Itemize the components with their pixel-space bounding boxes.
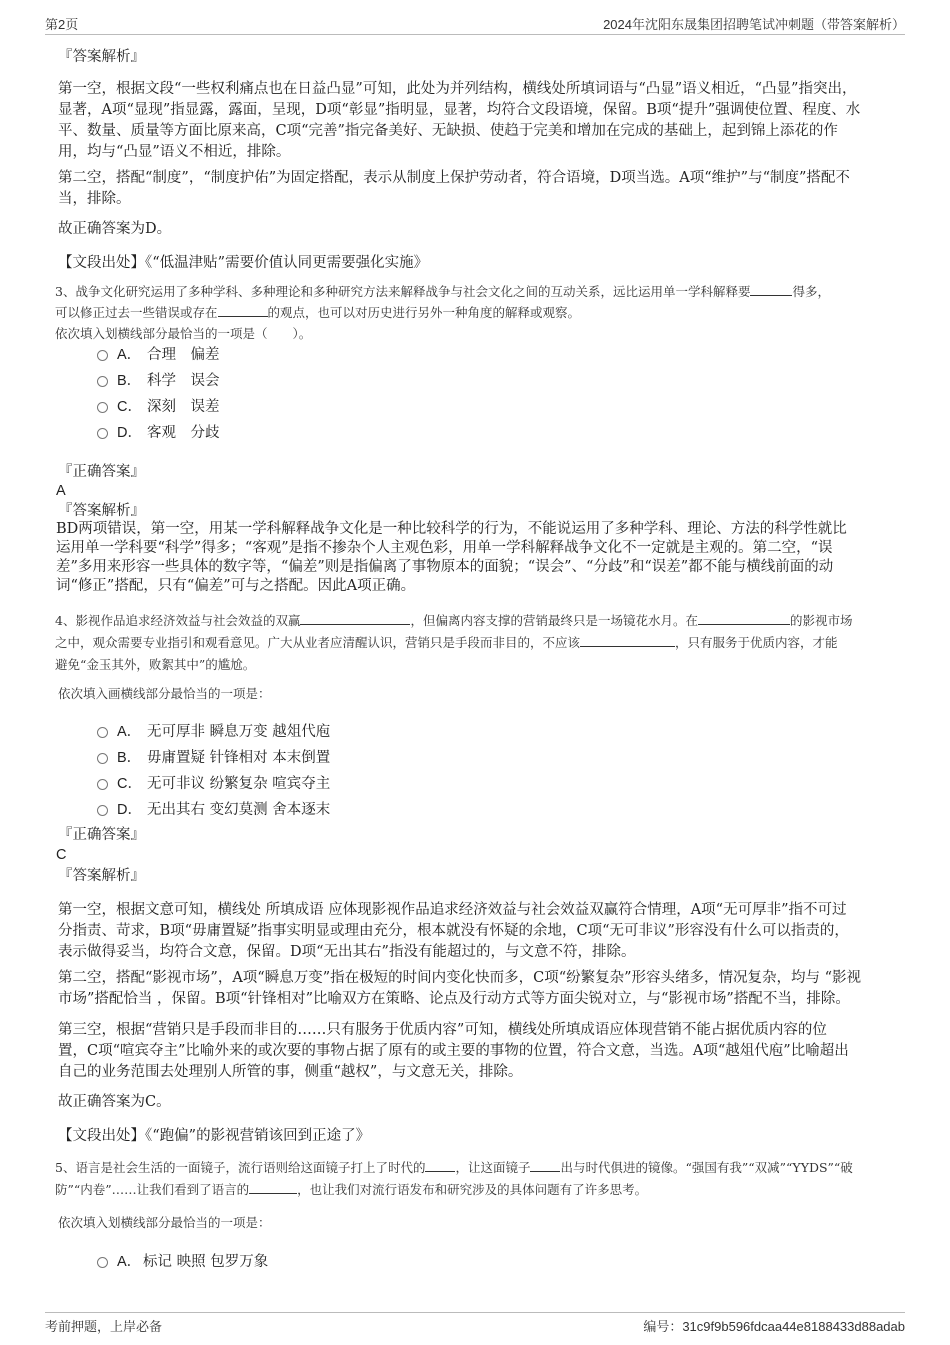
q3-option-c[interactable]: C． 深刻 误差 bbox=[97, 395, 220, 416]
q2-analysis-label: 『答案解析』 bbox=[58, 49, 145, 65]
q4-option-b[interactable]: B． 毋庸置疑 针锋相对 本末倒置 bbox=[97, 746, 330, 767]
q5-option-a[interactable]: A． 标记 映照 包罗万象 bbox=[97, 1250, 268, 1271]
radio-icon[interactable] bbox=[97, 402, 108, 413]
q4-analysis-para3: 第三空，根据“营销只是手段而非目的……只有服务于优质内容”可知，横线处所填成语应体现营销不能占据优质内容的位 置，C项“喧宾夺主”比喻外来的或次要的事物占据了原有的或主要的事物的位置，符合文意，当选。A项“越俎代庖”比喻超出 自己的业务范围去处理别人所管的事，侧重“越权”，与文意无关，排除。 bbox=[58, 1022, 849, 1080]
q4-answer: C bbox=[56, 847, 67, 863]
q4-analysis-para1: 第一空，根据文意可知，横线处 所填成语 应体现影视作品追求经济效益与社会效益双赢符合情理，A项“无可厚非”指不可过 分指责、苛求，B项“毋庸置疑”指事实明显或理由充分，根本就没有怀疑的余地，C项“无可非议”形容没有什么可以指责的， 表示做得妥当，均符合文意，保留。D项“无出其右”指没有能超过的，与文意不符，排除。 bbox=[58, 902, 849, 960]
document-id: 编号：31c9f9b596fdcaa44e8188433d88adab bbox=[643, 1319, 905, 1334]
q4-analysis-label: 『答案解析』 bbox=[58, 868, 145, 884]
radio-icon[interactable] bbox=[97, 428, 108, 439]
q3-analysis-label: 『答案解析』 bbox=[58, 503, 145, 519]
q4-option-a[interactable]: A． 无可厚非 瞬息万变 越俎代庖 bbox=[97, 720, 330, 741]
q2-conclusion: 故正确答案为D。 bbox=[58, 221, 172, 237]
radio-icon[interactable] bbox=[97, 753, 108, 764]
q4-option-c[interactable]: C． 无可非议 纷繁复杂 喧宾夺主 bbox=[97, 772, 330, 793]
q3-answer: A bbox=[56, 483, 66, 499]
q3-analysis: BD两项错误，第一空，用某一学科解释战争文化是一种比较科学的行为，不能说运用了多种学科、理论、方法的科学性就比 运用单一学科要“科学”得多；“客观”是指不掺杂个人主观色彩，用单一学科解释战争文化不一定就是主观的。第二空，“误 差”多用来形容一些具体的数字等，“偏差”则是指偏离了事物原本的面貌；“误会”、“分歧”和“误差”都不能与横线前面的动 词“修正”搭配，只有“偏差”可与之搭配。因此A项正确。 bbox=[56, 521, 847, 594]
radio-icon[interactable] bbox=[97, 779, 108, 790]
page-footer bbox=[45, 1312, 905, 1335]
q3-option-b[interactable]: B． 科学 误会 bbox=[97, 369, 220, 390]
q4-stem: 4、影视作品追求经济效益与社会效益的双赢 ，但偏离内容支撑的营销最终只是一场镜花水月。在 的影视市场 之中，观众需要专业指引和观看意见。广大从业者应清醒认识，营销只是手段而非目的，不应该 ，只有服务于优质内容，才能 避免“金玉其外，败絮其中”的尴尬。 bbox=[55, 613, 853, 672]
q4-answer-label: 『正确答案』 bbox=[58, 827, 145, 843]
document-title: 2024年沈阳东晟集团招聘笔试冲刺题（带答案解析） bbox=[603, 17, 905, 32]
q2-source: 【文段出处】《“低温津贴”需要价值认同更需要强化实施》 bbox=[58, 255, 429, 271]
q2-analysis-para1: 第一空，根据文段“一些权利痛点也在日益凸显”可知，此处为并列结构，横线处所填词语与“凸显”语义相近，“凸显”指突出， 显著，A项“显现”指显露，露面，呈现，D项“彰显”指明显，显著，均符合文段语境，保留。B项“提升”强调使位置、程度、水 平、数量、质量等方面比原来高，C项“完善”指完备美好、无缺损、使趋于完美和增加在完成的基础上，起到锦上添花的作 用，均与“凸显”语义不相近，排除。 bbox=[58, 81, 861, 160]
q3-answer-label: 『正确答案』 bbox=[58, 464, 145, 480]
radio-icon[interactable] bbox=[97, 805, 108, 816]
q5-prompt: 依次填入划横线部分最恰当的一项是： bbox=[58, 1215, 271, 1230]
q5-stem: 5、语言是社会生活的一面镜子，流行语则给这面镜子打上了时代的 ，让这面镜子 出与时代俱进的镜像。“强国有我”“双减”“YYDS”“破 防”“内卷”……让我们看到了语言的 ，也让我们对流行语发布和研究涉及的具体问题有了许多思考。 bbox=[55, 1160, 853, 1197]
q4-conclusion: 故正确答案为C。 bbox=[58, 1094, 171, 1110]
q3-stem: 3、战争文化研究运用了多种学科、多种理论和多种研究方法来解释战争与社会文化之间的互动关系，远比运用单一学科解释要 得多， 可以修正过去一些错误或存在 的观点，也可以对历史进行另外一种角度的解释或观察。 依次填入划横线部分最恰当的一项是（ ）。 bbox=[55, 281, 915, 344]
q4-analysis-para2: 第二空，搭配“影视市场”，A项“瞬息万变”指在极短的时间内变化快而多，C项“纷繁复杂”形容头绪多，情况复杂，均与 “影视 市场”搭配恰当 ，保留。B项“针锋相对”比喻双方在策略、论点及行动方式等方面尖锐对立，与“影视市场”搭配不当，排除。 bbox=[58, 970, 862, 1007]
footer-slogan: 考前押题，上岸必备 bbox=[45, 1320, 163, 1335]
q3-option-d[interactable]: D． 客观 分歧 bbox=[97, 421, 220, 442]
page-header bbox=[45, 12, 905, 35]
q4-prompt: 依次填入画横线部分最恰当的一项是： bbox=[58, 686, 271, 701]
q3-prompt: 依次填入划横线部分最恰当的一项是（ ）。 bbox=[55, 326, 312, 341]
page-number: 第2页 bbox=[45, 17, 79, 32]
q4-source: 【文段出处】《“跑偏”的影视营销该回到正途了》 bbox=[58, 1128, 371, 1144]
radio-icon[interactable] bbox=[97, 727, 108, 738]
q2-analysis-para2: 第二空，搭配“制度”，“制度护佑”为固定搭配，表示从制度上保护劳动者，符合语境，D项当选。A项“维护”与“制度”搭配不 当，排除。 bbox=[58, 170, 850, 207]
q3-option-a[interactable]: A． 合理 偏差 bbox=[97, 343, 220, 364]
radio-icon[interactable] bbox=[97, 376, 108, 387]
radio-icon[interactable] bbox=[97, 350, 108, 361]
radio-icon[interactable] bbox=[97, 1257, 108, 1268]
q4-option-d[interactable]: D． 无出其右 变幻莫测 舍本逐末 bbox=[97, 798, 330, 819]
